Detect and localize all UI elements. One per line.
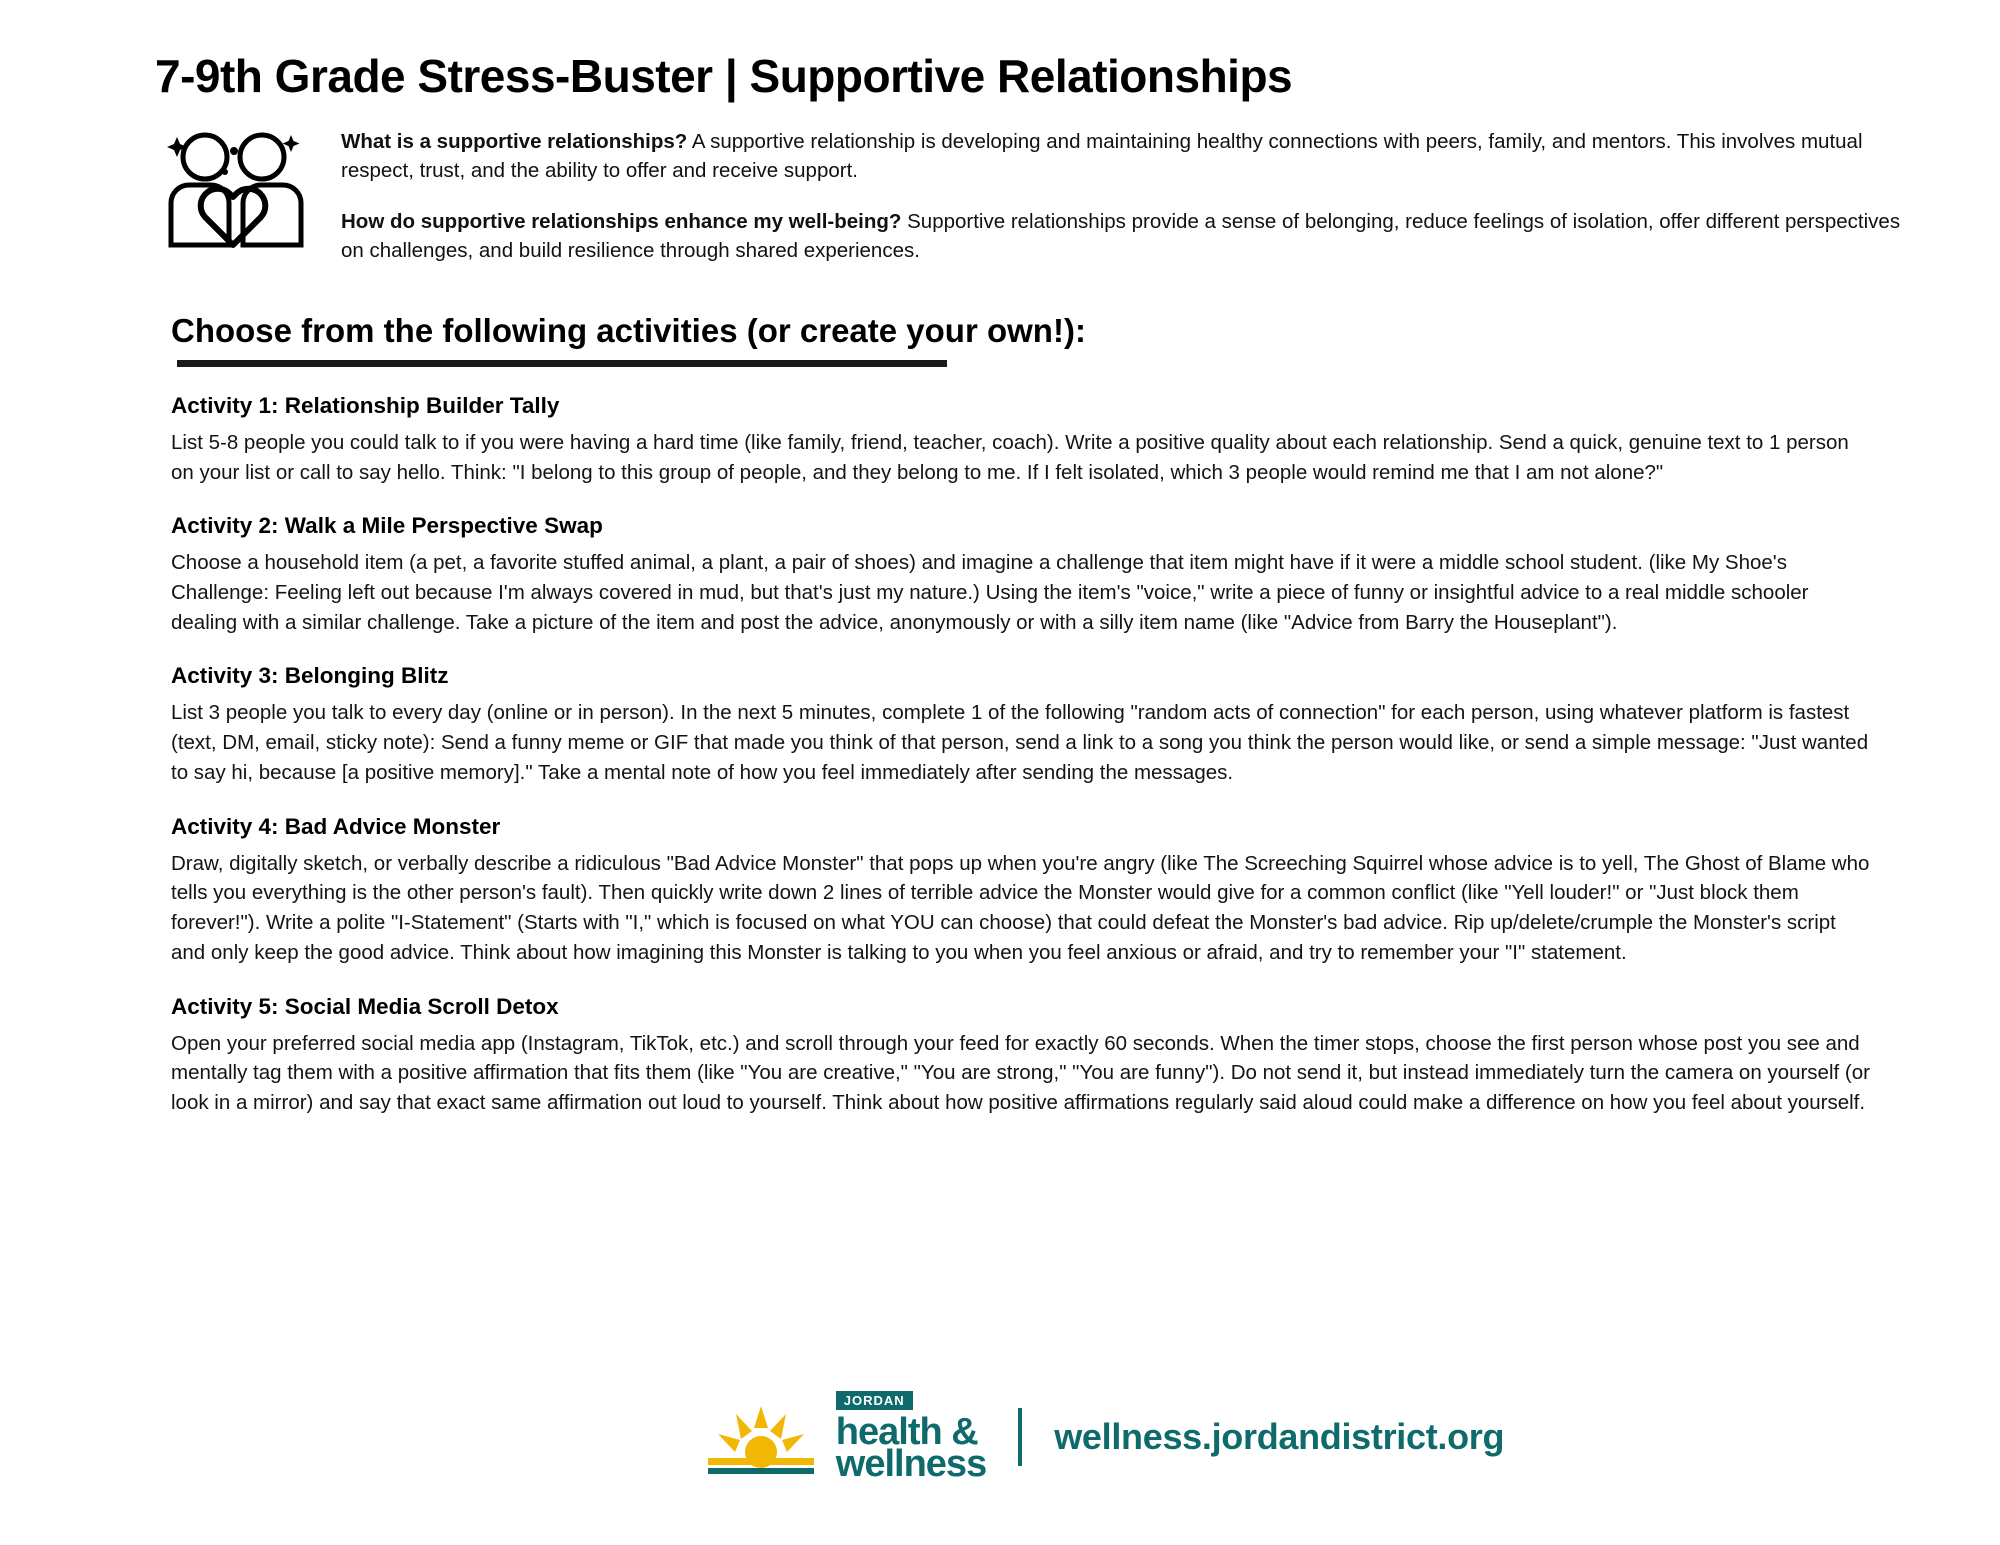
page-title: 7-9th Grade Stress-Buster | Supportive Relationships [155,50,1293,102]
activity-body: List 5-8 people you could talk to if you were having a hard time (like family, friend, teacher, coach). Write a positive quality about each relationship. Send a quick, genuine text to 1 person on your list or call to say hello. Think: "I belong to this group of people, and they belong to me. If I felt isolated, which 3 people would remind me that I am not alone?" [171,430,1849,484]
supportive-relationships-icon [155,121,315,270]
footer [0,1388,2000,1485]
logo-jordan-label: JORDAN [836,1391,913,1410]
activity-title: Activity 3: Belonging Blitz [171,663,449,689]
intro-question-1: What is a supportive relationships? [341,129,688,153]
section-heading: Choose from the following activities (or create your own!): [171,311,1086,349]
jordan-health-wellness-logo [696,1388,986,1485]
activity-title: Activity 5: Social Media Scroll Detox [171,993,559,1019]
activity-item [171,513,1871,637]
activity-body: Choose a household item (a pet, a favorite stuffed animal, a plant, a pair of shoes) and imagine a challenge that item might have if it were a middle school student. (like My Shoe's Challenge: Feeling left out because I'm always covered in mud, but that's just my nature.) Using the item's "voice," write a piece of funny or insightful advice to a real middle schooler dealing with a similar challenge. Take a picture of the item and post the advice, anonymously or with a silly item name (like "Advice from Barry the Houseplant"). [171,551,1809,634]
intro-answer-2: Supportive relationships provide a sense of belonging, reduce feelings of isolation, offer different perspectives on challenges, and build resilience through shared experiences. [341,210,1901,263]
intro-paragraph-2 [341,207,1901,265]
logo-health-label: health & [835,1410,978,1453]
intro-answer-1: A supportive relationship is developing and maintaining healthy connections with peers, family, and mentors. This involves mutual respect, trust, and the ability to offer and receive support. [341,129,1863,182]
activity-title: Activity 4: Bad Advice Monster [171,813,501,839]
intro-question-2: How do supportive relationships enhance my well-being? [341,210,902,234]
activity-item [171,393,1871,487]
footer-divider [1018,1408,1022,1466]
activity-item [171,663,1871,787]
activity-body: List 3 people you talk to every day (online or in person). In the next 5 minutes, complete 1 of the following "random acts of connection" for each person, using whatever platform is fastest (text, DM, email, sticky note): Send a funny meme or GIF that made you think of that person, send a link to a song you think the person would like, or send a simple message: "Just wanted to say hi, because [a positive memory]." Take a mental note of how you feel immediately after sending the messages. [171,701,1869,784]
sunburst-icon [696,1388,826,1485]
intro-text-block [341,121,1901,265]
logo-wellness-label: wellness [835,1442,987,1485]
intro-section [155,121,1928,270]
intro-paragraph-1 [341,127,1901,185]
footer-url[interactable]: wellness.jordandistrict.org [1054,1415,1505,1457]
activity-item [171,814,1871,968]
activity-title: Activity 2: Walk a Mile Perspective Swap [171,513,603,539]
activity-body: Draw, digitally sketch, or verbally describe a ridiculous "Bad Advice Monster" that pops up when you're angry (like The Screeching Squirrel whose advice is to yell, The Ghost of Blame who tells you everything is the other person's fault). Then quickly write down 2 lines of terrible advice the Monster would give for a common conflict (like "Yell louder!" or "Just block them forever!"). Write a polite "I-Statement" (Starts with "I," which is focused on what YOU can choose) that could defeat the Monster's bad advice. Rip up/delete/crumple the Monster's script and only keep the good advice. Think about how imagining this Monster is talking to you when you feel anxious or afraid, and try to remember your "I" statement. [171,851,1870,964]
heading-divider [177,360,947,367]
activity-item [171,994,1871,1118]
activity-body: Open your preferred social media app (Instagram, TikTok, etc.) and scroll through your feed for exactly 60 seconds. When the timer stops, choose the first person whose post you see and mentally tag them with a positive affirmation that fits them (like "You are creative," "You are strong," "You are funny"). Do not send it, but instead immediately turn the camera on yourself (or look in a mirror) and say that exact same affirmation out loud to yourself. Think about how positive affirmations regularly said aloud could make a difference on how you feel about yourself. [171,1031,1870,1114]
logo-wordmark [836,1391,986,1483]
activity-title: Activity 1: Relationship Builder Tally [171,392,560,418]
